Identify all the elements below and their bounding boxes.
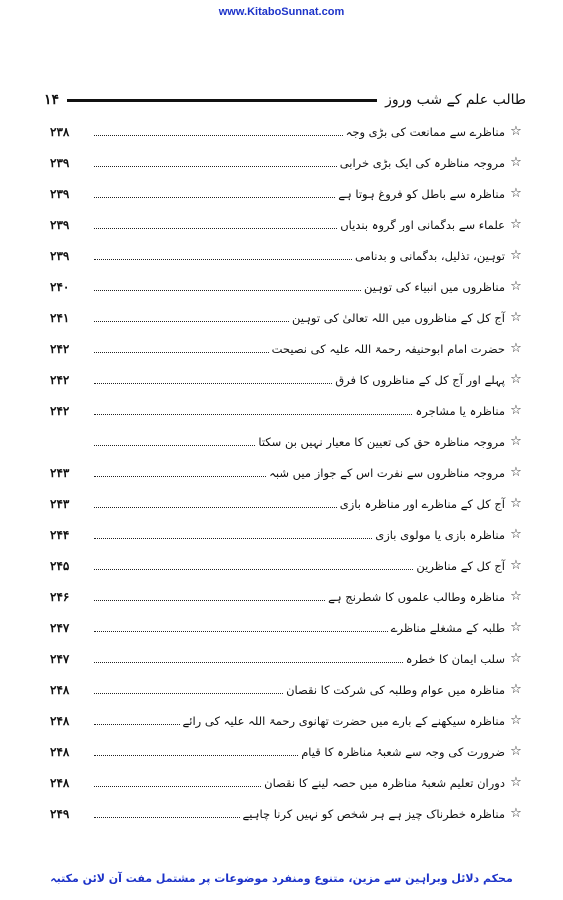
toc-entry-title: مناظرہ میں عوام وطلبہ کی شرکت کا نقصان (286, 682, 505, 697)
table-of-contents (48, 116, 524, 860)
toc-dot-leader (94, 600, 325, 601)
star-outline-icon: ☆ (510, 496, 522, 511)
toc-dot-leader (94, 228, 337, 229)
toc-page-number: ۲۴۸ (50, 744, 70, 759)
toc-page-number: ۲۴۴ (50, 527, 70, 542)
toc-page-number: ۲۴۸ (50, 682, 70, 697)
toc-dot-leader (94, 569, 413, 570)
site-url[interactable]: www.KitaboSunnat.com (218, 6, 345, 18)
toc-dot-leader (94, 197, 335, 198)
toc-entry (48, 271, 524, 302)
toc-dot-leader (94, 507, 337, 508)
toc-entry (48, 519, 524, 550)
toc-page-number: ۲۴۷ (50, 651, 70, 666)
toc-entry (48, 333, 524, 364)
toc-page-number: ۲۴۹ (50, 806, 70, 821)
toc-entry (48, 240, 524, 271)
toc-entry (48, 457, 524, 488)
toc-dot-leader (94, 414, 412, 415)
toc-entry-title: مناظرہ سے باطل کو فروغ ہوتا ہے (338, 186, 505, 201)
star-outline-icon: ☆ (510, 279, 522, 294)
toc-entry (48, 395, 524, 426)
toc-page-number: ۲۴۱ (50, 310, 70, 325)
toc-entry (48, 767, 524, 798)
star-outline-icon: ☆ (510, 465, 522, 480)
toc-page-number: ۲۴۲ (50, 341, 70, 356)
toc-entry-title: طلبہ کے مشغلے مناظرے (390, 620, 505, 635)
toc-dot-leader (94, 631, 388, 632)
star-outline-icon: ☆ (510, 682, 522, 697)
page-number: ۱۴ (44, 92, 60, 108)
toc-entry-title: سلب ایمان کا خطرہ (405, 651, 505, 666)
toc-entry-title: حضرت امام ابوحنیفہ رحمۃ اللہ علیہ کی نصیحت (271, 341, 505, 356)
star-outline-icon: ☆ (510, 713, 522, 728)
star-outline-icon: ☆ (510, 558, 522, 573)
toc-dot-leader (94, 166, 337, 167)
toc-page-number: ۲۴۳ (50, 496, 70, 511)
toc-entry-title: مناظرہ سیکھنے کے بارے میں حضرت تھانوی رحمۃ اللہ علیہ کی رائے (182, 713, 505, 728)
toc-page-number: ۲۴۰ (50, 279, 70, 294)
toc-dot-leader (94, 135, 343, 136)
toc-entry-title: مناظرہ بازی یا مولوی بازی (375, 527, 505, 542)
star-outline-icon: ☆ (510, 434, 522, 449)
star-outline-icon: ☆ (510, 651, 522, 666)
toc-dot-leader (94, 538, 372, 539)
toc-entry-title: مناظرہ یا مشاجرہ (415, 403, 505, 418)
star-outline-icon: ☆ (510, 155, 522, 170)
toc-entry (48, 798, 524, 829)
toc-entry (48, 736, 524, 767)
toc-entry (48, 364, 524, 395)
toc-page-number: ۲۴۷ (50, 620, 70, 635)
toc-dot-leader (94, 383, 332, 384)
footer-tagline: محکم دلائل وبراہین سے مزین، متنوع ومنفرد موضوعات پر مشتمل مفت آن لائن مکتبہ (50, 872, 513, 885)
toc-dot-leader (94, 476, 266, 477)
toc-dot-leader (94, 290, 361, 291)
toc-entry-title: دوران تعلیم شعبۂ مناظرہ میں حصہ لینے کا نقصان (264, 775, 505, 790)
toc-entry-title: ضرورت کی وجہ سے شعبۂ مناظرہ کا قیام (301, 744, 505, 759)
book-title: طالب علم کے شب وروز (385, 92, 526, 108)
toc-page-number: ۲۳۹ (50, 155, 70, 170)
star-outline-icon: ☆ (510, 403, 522, 418)
toc-entry (48, 116, 524, 147)
toc-page-number: ۲۳۹ (50, 186, 70, 201)
star-outline-icon: ☆ (510, 527, 522, 542)
star-outline-icon: ☆ (510, 620, 522, 635)
toc-entry (48, 178, 524, 209)
toc-entry-title: مروجہ مناظرہ کی ایک بڑی خرابی (339, 155, 505, 170)
star-outline-icon: ☆ (510, 589, 522, 604)
toc-dot-leader (94, 786, 261, 787)
toc-page-number: ۲۴۶ (50, 589, 70, 604)
toc-entry-title: مروجہ مناظرہ حق کی تعیین کا معیار نہیں بن سکتا (258, 434, 505, 449)
star-outline-icon: ☆ (510, 248, 522, 263)
toc-dot-leader (94, 259, 352, 260)
toc-entry (48, 550, 524, 581)
star-outline-icon: ☆ (510, 744, 522, 759)
toc-dot-leader (94, 352, 269, 353)
toc-page-number: ۲۴۲ (50, 372, 70, 387)
toc-dot-leader (94, 445, 255, 446)
toc-entry (48, 209, 524, 240)
toc-page-number: ۲۴۵ (50, 558, 70, 573)
toc-entry-title: توہین، تذلیل، بدگمانی و بدنامی (355, 248, 505, 263)
toc-entry (48, 426, 524, 457)
toc-entry (48, 612, 524, 643)
toc-entry-title: علماء سے بدگمانی اور گروہ بندیاں (340, 217, 505, 232)
star-outline-icon: ☆ (510, 217, 522, 232)
toc-page-number: ۲۴۳ (50, 465, 70, 480)
toc-dot-leader (94, 755, 298, 756)
star-outline-icon: ☆ (510, 310, 522, 325)
toc-entry (48, 581, 524, 612)
toc-entry (48, 302, 524, 333)
toc-entry (48, 643, 524, 674)
star-outline-icon: ☆ (510, 124, 522, 139)
toc-dot-leader (94, 693, 283, 694)
toc-page-number: ۲۴۸ (50, 713, 70, 728)
toc-dot-leader (94, 662, 403, 663)
toc-entry-title: مناظرے سے ممانعت کی بڑی وجہ (345, 124, 505, 139)
toc-entry-title: مناظرہ خطرناک چیز ہے ہر شخص کو نہیں کرنا چاہیے (242, 806, 505, 821)
toc-page-number: ۲۳۸ (50, 124, 70, 139)
page-header (44, 88, 526, 112)
toc-entry-title: مناظروں میں انبیاء کی توہین (363, 279, 505, 294)
toc-entry (48, 147, 524, 178)
star-outline-icon: ☆ (510, 341, 522, 356)
toc-entry-title: پہلے اور آج کل کے مناظروں کا فرق (335, 372, 505, 387)
toc-dot-leader (94, 724, 180, 725)
toc-page-number: ۲۳۹ (50, 217, 70, 232)
toc-page-number: ۲۴۲ (50, 403, 70, 418)
toc-entry (48, 674, 524, 705)
toc-page-number: ۲۴۸ (50, 775, 70, 790)
toc-entry-title: مناظرہ وطالب علموں کا شطرنج ہے (328, 589, 505, 604)
toc-entry-title: آج کل کے مناظرین (416, 558, 505, 573)
toc-dot-leader (94, 817, 240, 818)
star-outline-icon: ☆ (510, 806, 522, 821)
toc-dot-leader (94, 321, 289, 322)
toc-entry (48, 705, 524, 736)
star-outline-icon: ☆ (510, 372, 522, 387)
toc-entry (48, 488, 524, 519)
star-outline-icon: ☆ (510, 775, 522, 790)
toc-entry-title: آج کل کے مناظروں میں اللہ تعالیٰ کی توہین (291, 310, 505, 325)
header-rule (67, 99, 377, 102)
star-outline-icon: ☆ (510, 186, 522, 201)
toc-page-number: ۲۳۹ (50, 248, 70, 263)
toc-entry-title: مروجہ مناظروں سے نفرت اس کے جواز میں شبہ (269, 465, 505, 480)
toc-entry-title: آج کل کے مناظرے اور مناظرہ بازی (339, 496, 505, 511)
